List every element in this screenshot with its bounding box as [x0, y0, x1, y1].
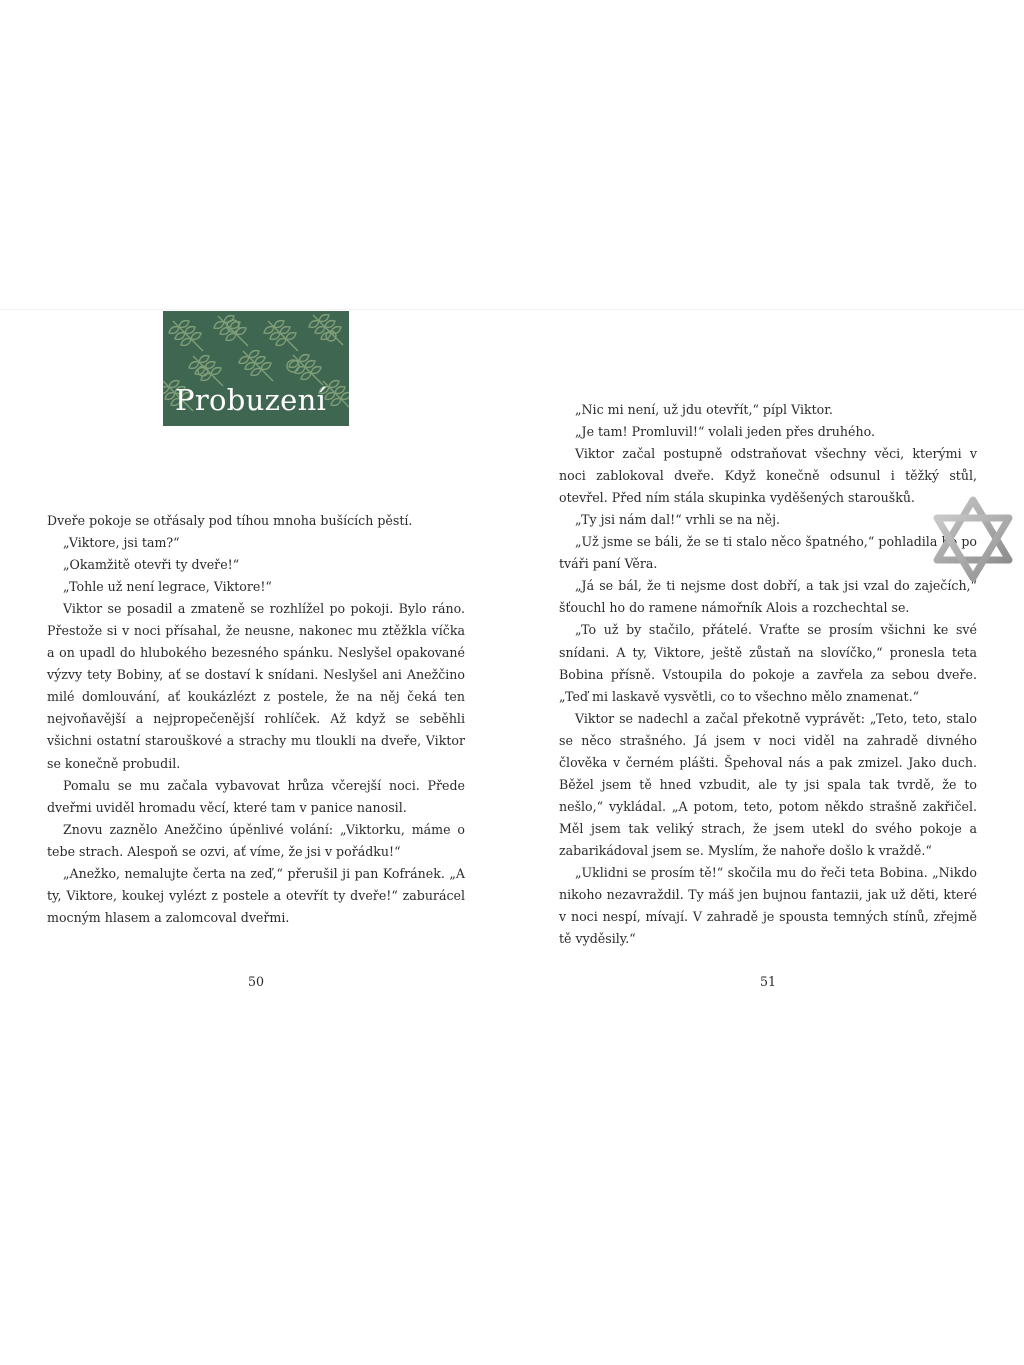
left-page-text [47, 510, 465, 929]
paragraph: „Tohle už není legrace, Viktore!“ [63, 579, 272, 595]
paragraph: „Je tam! Promluvil!“ volali jeden přes druhého. [575, 424, 875, 440]
page-number: 50 [247, 974, 265, 989]
page-number: 51 [759, 974, 777, 989]
paragraph: Pomalu se mu začala vybavovat hrůza včerejší noci. Přede dveřmi uviděl hromadu věcí, které tam v panice nanosil. [47, 777, 465, 815]
book-spread [0, 310, 1024, 1010]
paragraph: Viktor začal postupně odstraňovat všechny věci, kterými v noci zablokoval dveře. Když konečně odsunul i těžký stůl, otevřel. Před ním stála skupinka vyděšených staroušků. [559, 446, 977, 506]
paragraph: „Já se bál, že ti nejsme dost dobří, a tak jsi vzal do zaječích,“ šťouchl ho do ramene námořník Alois a rozchechtal se. [559, 578, 977, 616]
paragraph: „To už by stačilo, přátelé. Vraťte se prosím všichni ke své snídani. A ty, Viktore, ještě zůstaň na slovíčko,“ pronesla teta Bobina přísně. Vstoupila do pokoje a zavřela za sebou dveře. „Teď mi laskavě vysvětli, co to všechno mělo znamenat.“ [559, 622, 977, 704]
left-page [0, 310, 512, 1010]
paragraph: „Anežko, nemalujte čerta na zeď,“ přerušil ji pan Kofránek. „A ty, Viktore, koukej vylézt z postele a otevřít ty dveře!“ zaburácel mocným hlasem a zalomcoval dveřmi. [47, 865, 465, 925]
right-page-text [559, 399, 977, 950]
chapter-title: Probuzení [175, 383, 327, 417]
paragraph: „Uklidni se prosím tě!“ skočila mu do řeči teta Bobina. „Nikdo nikoho nezavraždil. Ty máš jen bujnou fantazii, jak už děti, které v noci nespí, mívají. V zahradě je spousta temných stínů, zřejmě tě vyděsily.“ [559, 864, 977, 947]
paragraph: „Viktore, jsi tam?“ [63, 535, 180, 551]
star-of-david-icon [933, 496, 1013, 582]
paragraph: Dveře pokoje se otřásaly pod tíhou mnoha bušících pěstí. [47, 513, 413, 528]
paragraph: „Okamžitě otevři ty dveře!“ [63, 557, 240, 573]
paragraph: Viktor se posadil a zmateně se rozhlížel po pokoji. Bylo ráno. Přestože si v noci přísahal, že neusne, nakonec mu ztěžkla víčka a on upadl do hlubokého bezesného spánku. Neslyšel opakované výzvy tety Bobiny, ať se dostaví k snídani. Neslyšel ani Anežčino milé domlouvání, ať koukázlézt z postele, že na něj čeká ten nejvoňavější a nejpropečenější rohlíček. Až když se seběhli všichni ostatní starouškové a strachy mu tloukli na dveře, Viktor se konečně probudil. [47, 601, 465, 771]
paragraph: Znovu zaznělo Anežčino úpěnlivé volání: „Viktorku, máme o tebe strach. Alespoň se ozvi, ať víme, že jsi v pořádku!“ [47, 821, 465, 859]
paragraph: „Ty jsi nám dal!“ vrhli se na něj. [575, 512, 780, 528]
paragraph: „Nic mi není, už jdu otevřít,“ pípl Viktor. [575, 402, 833, 417]
paragraph: Viktor se nadechl a začal překotně vyprávět: „Teto, teto, stalo se něco strašného. Já jsem v noci viděl na zahradě divného člověka v černém plášti. Špehoval nás a pak zmizel. Jako duch. Běžel jsem tě hned vzbudit, ale ty jsi spala tak tvrdě, že to nešlo,“ vykládal. „A potom, teto, potom někdo strašně zakřičel. Měl jsem tak veliký strach, že jsem utekl do svého pokoje a zabarikádoval jsem se. Myslím, že nahoře došlo k vraždě.“ [559, 710, 977, 858]
paragraph: „Už jsme se báli, že se ti stalo něco špatného,“ pohladila ho po tváři paní Věra. [559, 534, 977, 572]
chapter-banner [163, 311, 349, 426]
right-page [512, 310, 1024, 1010]
